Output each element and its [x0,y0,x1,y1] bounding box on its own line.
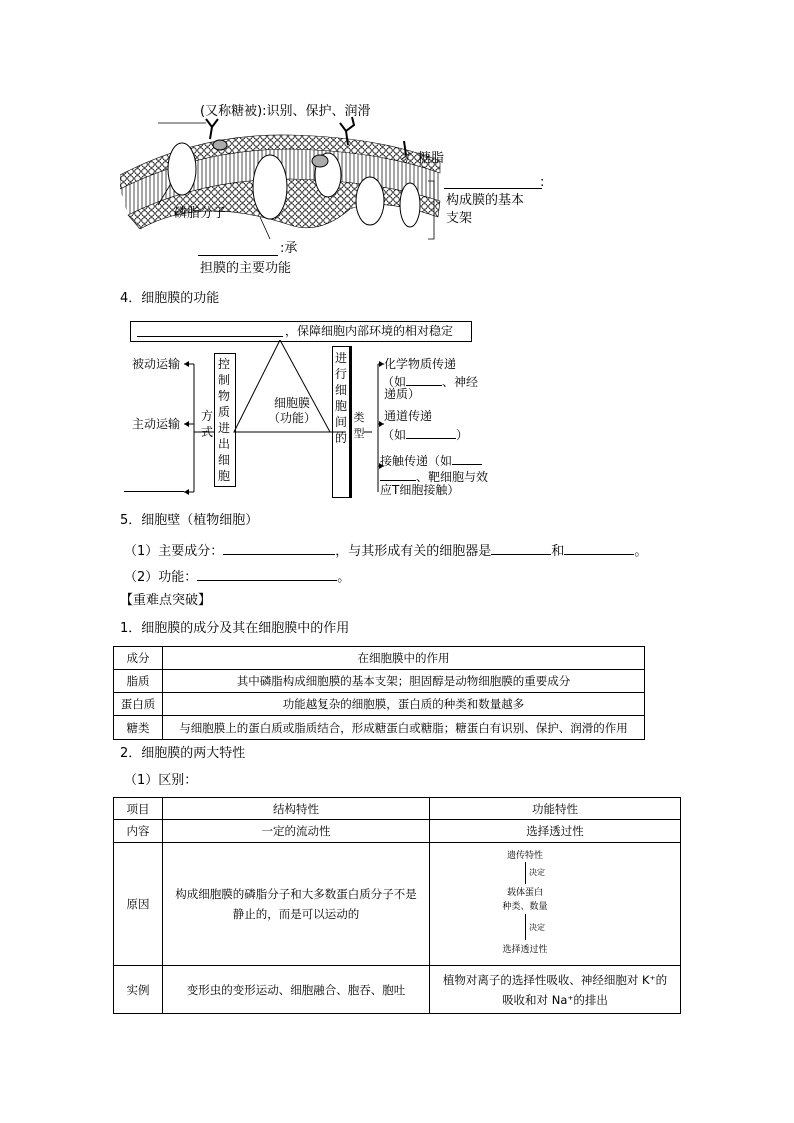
section5-heading: 5．细胞壁（植物细胞） [120,513,259,528]
reason-struct-line: 构成细胞膜的磷脂分子和大多数蛋白质分子不是 [175,887,417,901]
flow-kind-number: 种类、数量 [502,902,548,912]
active-transport: 主动运输 [132,417,181,431]
cell-wall-function [124,566,350,587]
table-cell: 功能越复杂的细胞膜，蛋白质的种类和数量越多 [163,693,645,716]
chem-transfer: 化学物质传递 [384,357,457,371]
properties-table [113,797,681,1014]
contact-prefix: 接触传递（如 [380,454,453,468]
control-text: 控制物质进出细胞 [217,357,230,483]
table-row [114,716,645,740]
and-text: 和 [551,544,565,559]
table-row [114,843,681,966]
table-cell: 与细胞膜上的蛋白质或脂质结合，形成糖蛋白或糖脂；糖蛋白有识别、保护、润滑的作用 [163,716,645,740]
key-points-heading: 【重难点突破】 [120,593,212,608]
example-func-line: 吸收和对 Na⁺的排出 [502,992,608,1007]
protein-blank [198,255,278,256]
communicate-text: 进行细胞间的 [334,351,347,445]
table-row [114,647,645,670]
function-label: （2）功能： [124,570,198,585]
type-label: 类型 [353,411,365,440]
organelle-blank-1 [491,540,551,555]
channel-prefix: （如 [382,428,407,442]
glycocalyx-label: (又称糖被):识别、保护、润滑 [200,104,371,119]
table-cell: 原因 [114,843,163,966]
flow-heredity: 遗传特性 [506,851,543,861]
center-sublabel: （功能） [267,411,316,425]
table-cell: 实例 [114,966,163,1014]
channel-suffix: ） [456,428,469,442]
channel-blank [406,424,456,439]
chem-blank [406,371,442,386]
passive-transport: 被动运输 [132,357,181,371]
table-row [114,798,681,820]
table-header: 项目 [114,798,163,820]
chem-transfer-line3: 递质） [384,387,421,401]
table-cell: 变形虫的变形运动、细胞融合、胞吞、胞吐 [163,966,430,1014]
table-cell: 内容 [114,820,163,843]
chem-example-suffix: 、神经 [442,375,479,389]
table-cell [430,966,681,1014]
cell-wall-composition [124,540,647,561]
top-box-text: ，保障细胞内部环境的相对稳定 [285,324,454,338]
phospholipid-label: 磷脂分子 [174,206,227,221]
center-label: 细胞膜 [273,396,310,410]
table-cell [163,843,430,966]
basic-frame-label: 构成膜的基本 [446,193,525,208]
table-cell: 其中磷脂构成细胞膜的基本支架；胆固醇是动物细胞膜的重要成分 [163,670,645,693]
transport-blank [124,491,184,492]
table-row [114,670,645,693]
table-cell: 脂质 [114,670,163,693]
membrane-illustration [120,105,460,245]
channel-transfer-line2 [382,424,468,443]
contact-blank-2 [380,466,416,481]
table-row [114,693,645,716]
reason-flow [495,844,615,964]
table-row [114,966,681,1014]
reason-struct-line: 静止的，而是可以运动的 [232,907,360,921]
composition-table [113,646,645,740]
contact-mid: 、靶细胞与效 [416,470,489,484]
table-header: 在细胞膜中的作用 [163,647,645,670]
subheading-1: 1．细胞膜的成分及其在细胞膜中的作用 [120,621,350,636]
channel-transfer: 通道传递 [384,409,433,423]
flow-carrier: 载体蛋白 [506,888,543,898]
protein-label: :承 [280,241,298,256]
contact-blank-1 [452,450,482,465]
composition-label: （1）主要成分： [124,544,224,559]
organelle-text: ，与其形成有关的细胞器是 [335,544,492,559]
table-cell: 选择透过性 [430,820,681,843]
colon-mark: : [540,175,545,190]
table-cell: 蛋白质 [114,693,163,716]
table-header: 成分 [114,647,163,670]
function-blank [197,566,337,581]
flow-arrow [525,862,526,884]
flow-determine: 决定 [529,923,545,932]
section4-heading: 4．细胞膜的功能 [120,291,220,306]
composition-blank [223,540,335,555]
example-func-line: 植物对离子的选择性吸收、神经细胞对 K⁺的 [442,972,668,987]
subheading-2: 2．细胞膜的两大特性 [120,746,246,761]
flow-arrow [525,914,526,940]
top-box-blank [137,336,283,337]
table-header: 结构特性 [163,798,430,820]
chem-example-prefix: （如 [382,375,407,389]
flow-selectivity: 选择透过性 [502,945,548,955]
table-cell: 一定的流动性 [163,820,430,843]
flow-determine: 决定 [529,868,545,877]
organelle-blank-2 [564,540,634,555]
period-2: 。 [337,570,351,585]
basic-frame-label-2: 支架 [446,211,473,226]
basic-frame-blank [444,188,542,189]
contact-transfer-line3: 应T细胞接触） [380,483,460,497]
reason-flow-cell [430,843,681,966]
glycolipid-label: 糖脂 [418,151,445,166]
subheading-2-1: （1）区别： [124,773,198,788]
table-header: 功能特性 [430,798,681,820]
table-cell: 糖类 [114,716,163,740]
period-1: 。 [634,544,648,559]
method-label: 方式 [200,409,213,439]
table-row [114,820,681,843]
protein-label-2: 担膜的主要功能 [200,261,292,276]
